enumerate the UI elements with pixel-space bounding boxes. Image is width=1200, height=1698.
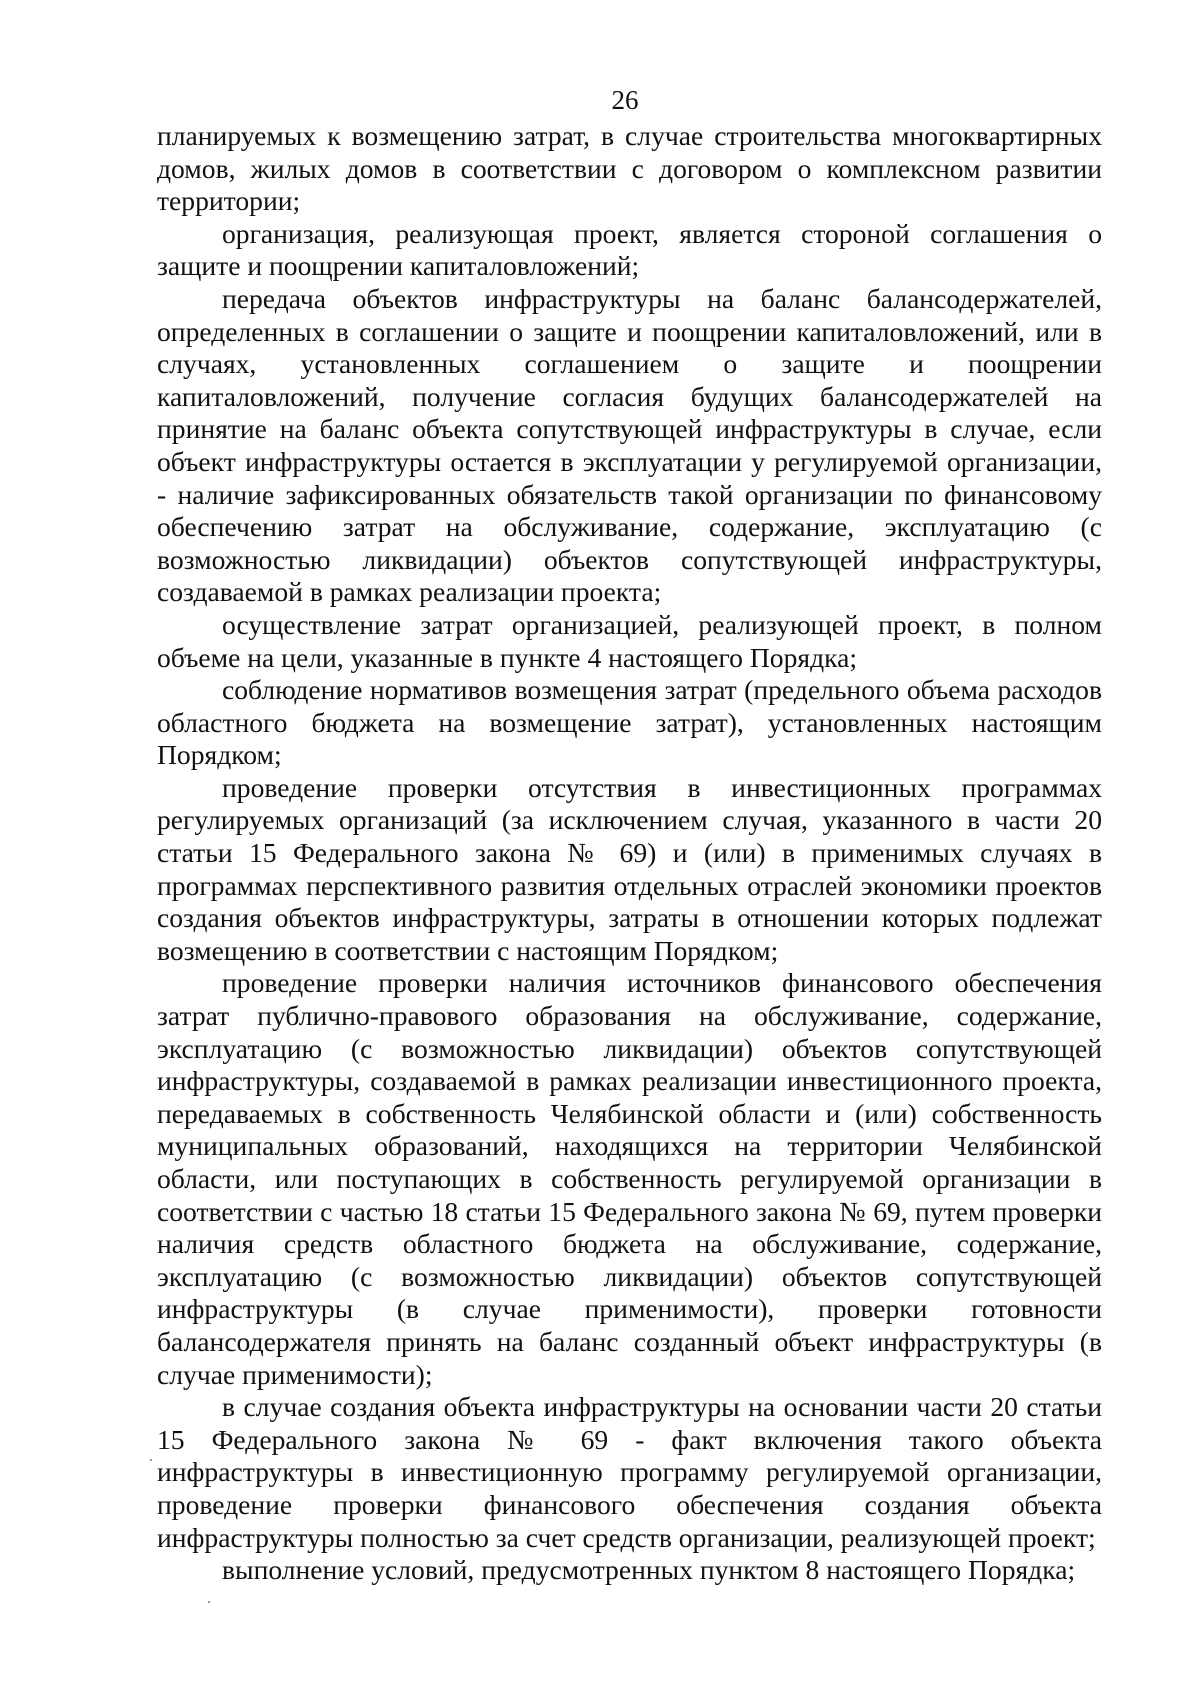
page-number: 26 [611,85,639,115]
paragraph-capital-agreement: организация, реализующая проект, является стороной соглашения о защите и поощрении капиталовложений; [157,217,1102,282]
scan-speck [150,1459,152,1461]
paragraph-conditions-point-8: выполнение условий, предусмотренных пунктом 8 настоящего Порядка; [222,1554,1076,1586]
paragraph-continuation: планируемых к возмещению затрат, в случае строительства многоквартирных домов, жилых домов в соответствии с договором о комплексном развитии территории; [157,120,1102,217]
document-body [157,120,1102,1587]
scan-speck [208,1601,210,1603]
paragraph-cost-norms: соблюдение нормативов возмещения затрат (предельного объема расходов областного бюджета на возмещение затрат), установленных настоящим Порядком; [157,674,1102,771]
paragraph-part-20-case: в случае создания объекта инфраструктуры на основании части 20 статьи 15 Федерального закона № 69 - факт включения такого объекта инфраструктуры в инвестиционную программу регулируемой организации, проведение проверки финансового обеспечения создания объекта инфраструктуры полностью за счет средств организации, реализующей проект; [157,1391,1102,1553]
paragraph-investment-programs-check: проведение проверки отсутствия в инвестиционных программах регулируемых организаций (за исключением случая, указанного в части 20 статьи 15 Федерального закона № 69) и (или) в применимых случаях в программах перспективного развития отдельных отраслей экономики проектов создания объектов инфраструктуры, затраты в отношении которых подлежат возмещению в соответствии с настоящим Порядком; [157,771,1102,966]
paragraph-cost-implementation: осуществление затрат организацией, реализующей проект, в полном объеме на цели, указанные в пункте 4 настоящего Порядка; [157,608,1102,673]
paragraph-funding-sources-check: проведение проверки наличия источников финансового обеспечения затрат публично-правового образования на обслуживание, содержание, эксплуатацию (с возможностью ликвидации) объектов сопутствующей инфраструктуры, создаваемой в рамках реализации инвестиционного проекта, передаваемых в собственность Челябинской области и (или) собственность муниципальных образований, находящихся на территории Челябинской области, или поступающих в собственность регулируемой организации в соответствии с частью 18 статьи 15 Федерального закона № 69, путем проверки наличия средств областного бюджета на обслуживание, содержание, эксплуатацию (с возможностью ликвидации) объектов сопутствующей инфраструктуры (в случае применимости), проверки готовности балансодержателя принять на баланс созданный объект инфраструктуры (в случае применимости); [157,967,1102,1390]
paragraph-balance-transfer: передача объектов инфраструктуры на баланс балансодержателей, определенных в соглашении о защите и поощрении капиталовложений, или в случаях, установленных соглашением о защите и поощрении капиталовложений, получение согласия будущих балансодержателей на принятие на баланс объекта сопутствующей инфраструктуры в случае, если объект инфраструктуры остается в эксплуатации у регулируемой организации, - наличие зафиксированных обязательств такой организации по финансовому обеспечению затрат на обслуживание, содержание, эксплуатацию (с возможностью ликвидации) объектов сопутствующей инфраструктуры, создаваемой в рамках реализации проекта; [157,282,1102,608]
